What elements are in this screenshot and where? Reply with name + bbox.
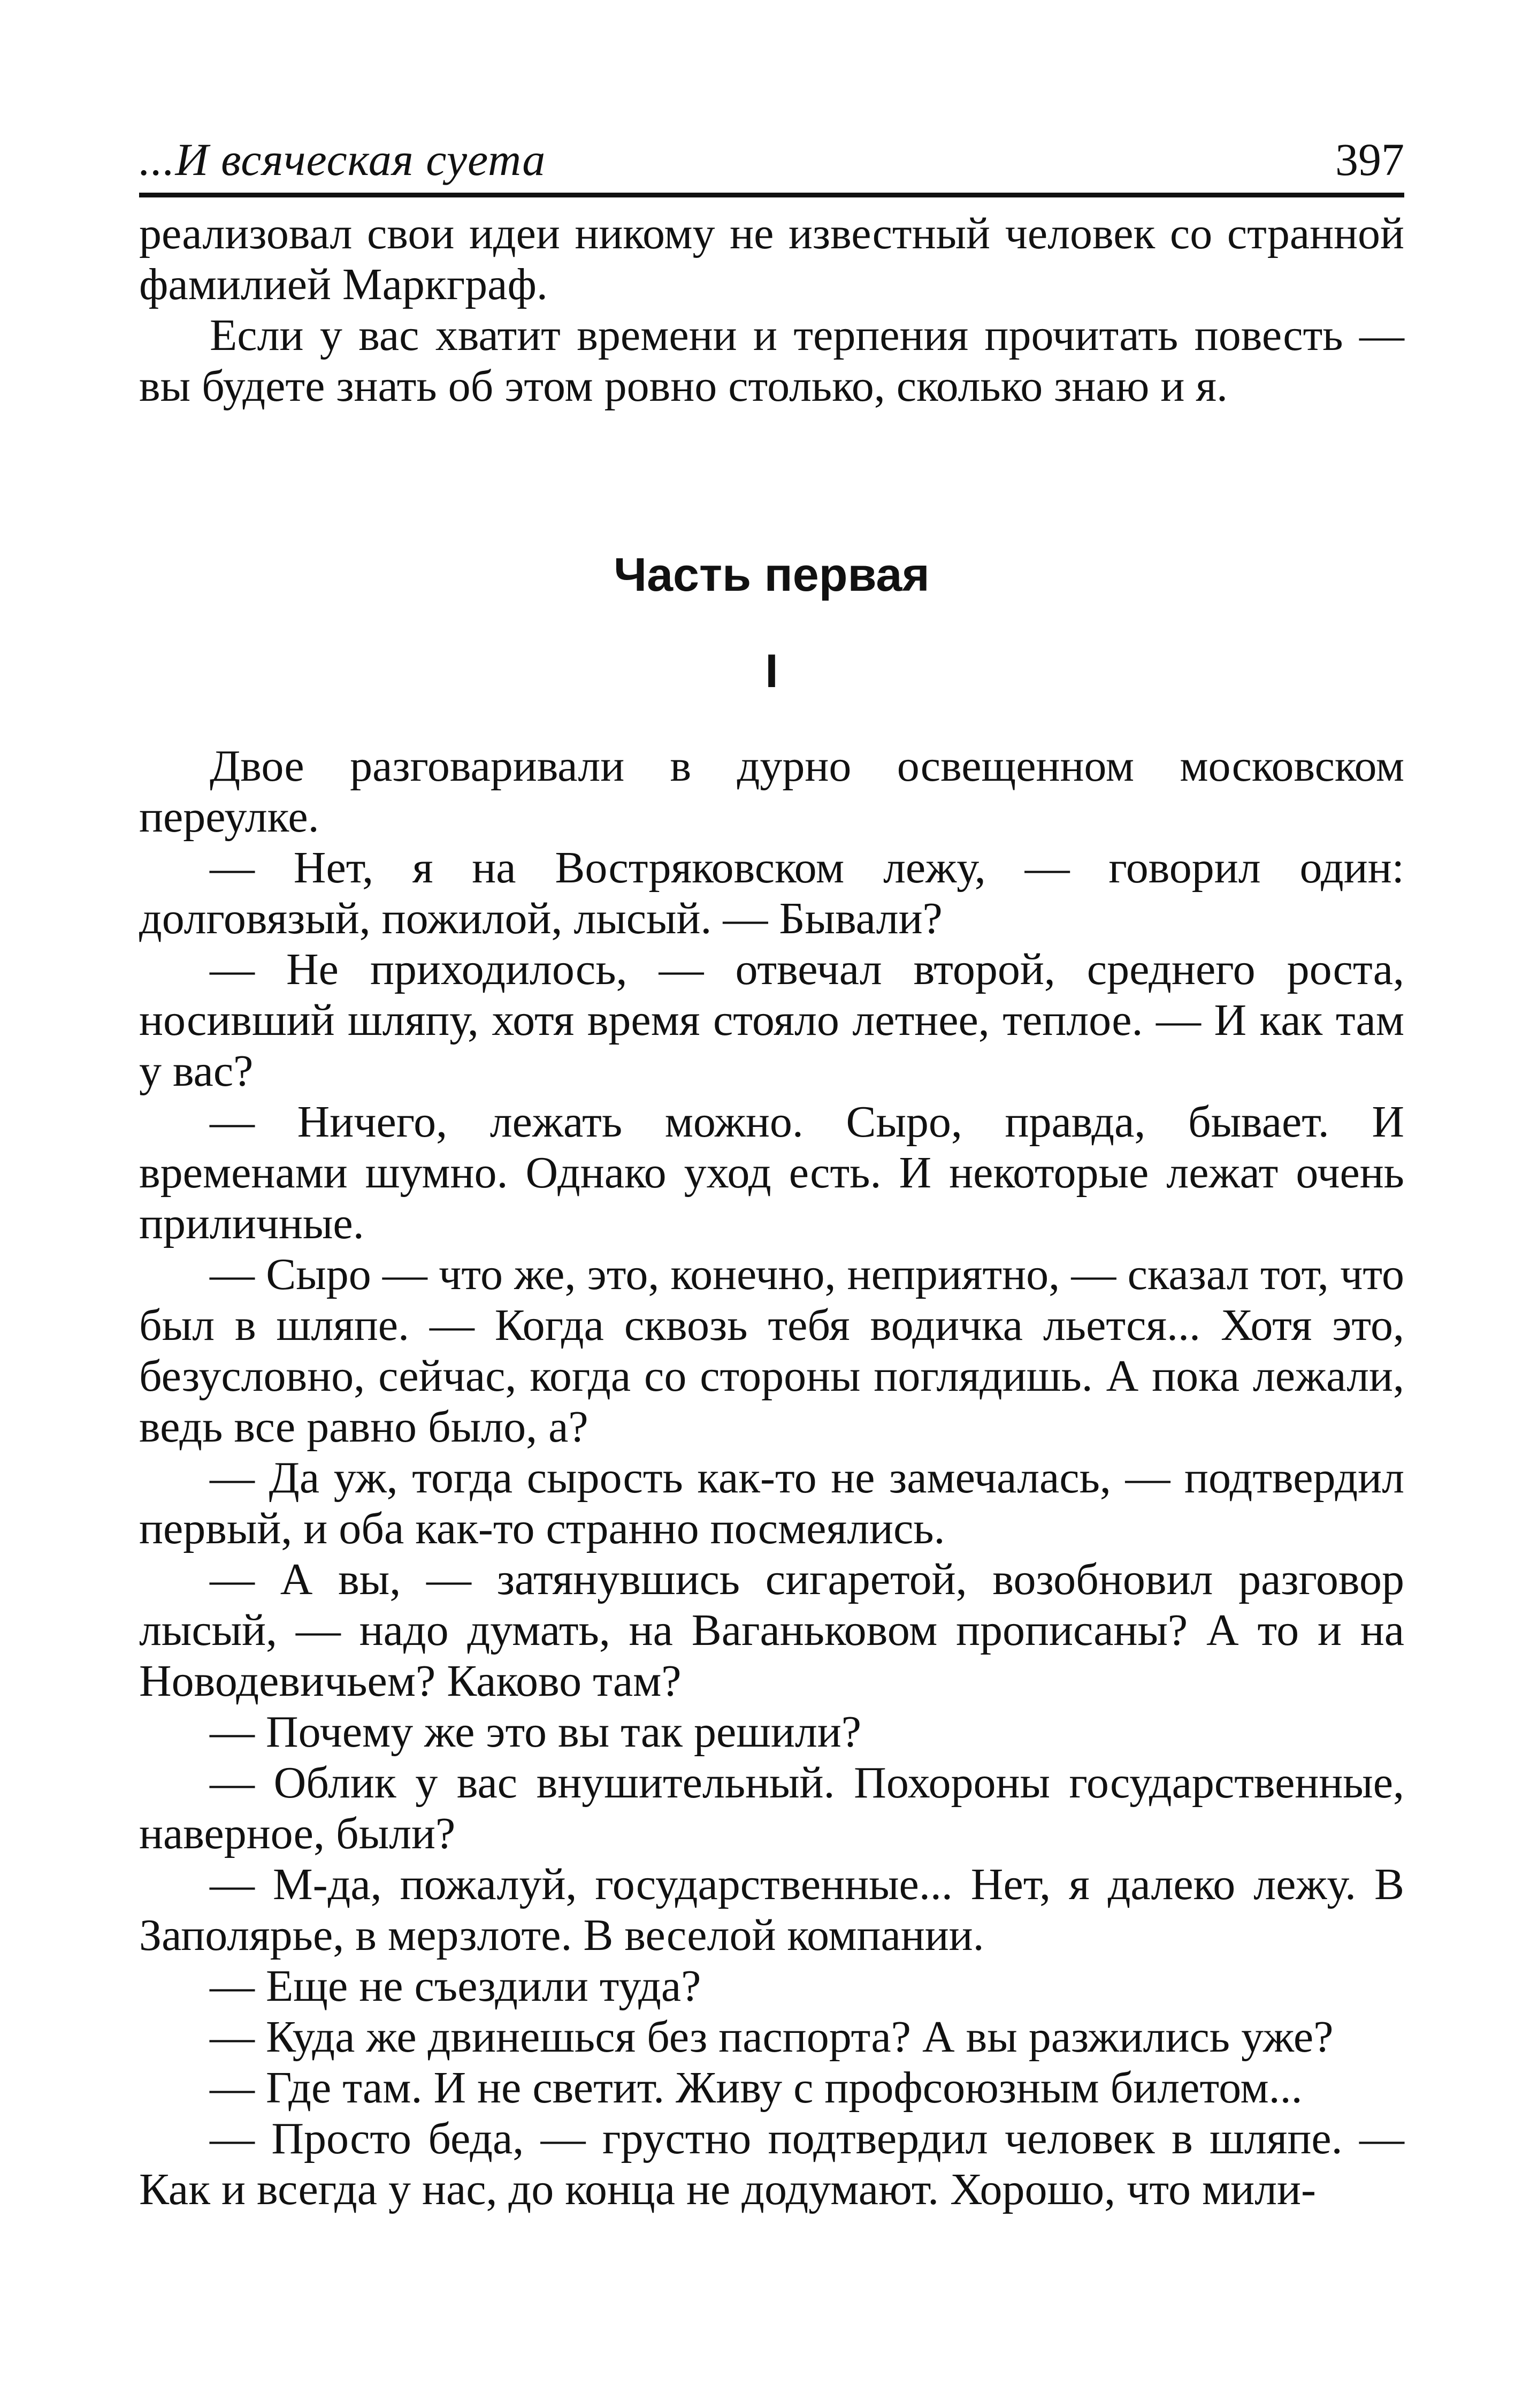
paragraph: реализовал свои идеи никому не известный человек со странной фамилией Маркграф.: [139, 209, 1404, 309]
paragraph: — Облик у вас внушительный. Похороны государственные, наверное, были?: [139, 1758, 1404, 1858]
paragraph: — Почему же это вы так решили?: [210, 1707, 862, 1757]
chapter-number: I: [765, 644, 778, 697]
paragraph: — Нет, я на Востряковском лежу, — говорил один: долговязый, пожилой, лысый. — Бывали?: [139, 843, 1404, 943]
book-page: [139, 112, 1404, 2215]
paragraph: — Где там. И не светит. Живу с профсоюзным билетом...: [210, 2063, 1303, 2113]
paragraph: Если у вас хватит времени и терпения прочитать повесть — вы будете знать об этом ровно столько, сколько знаю и я.: [139, 310, 1404, 411]
page-number: 397: [1335, 134, 1404, 185]
running-header: [139, 112, 1404, 197]
chapter-text: [139, 741, 1404, 2215]
paragraph: — Еще не съездили туда?: [210, 1961, 701, 2011]
paragraph: — Куда же двинешься без паспорта? А вы разжились уже?: [210, 2012, 1334, 2062]
paragraph: — Да уж, тогда сырость как-то не замечалась, — подтвердил первый, и оба как-то странно посмеялись.: [139, 1453, 1404, 1553]
paragraph: — Просто беда, — грустно подтвердил человек в шляпе. — Как и всегда у нас, до конца не додумают. Хорошо, что мили-: [139, 2114, 1404, 2214]
part-title: Часть первая: [614, 548, 930, 601]
paragraph: Двое разговаривали в дурно освещенном московском переулке.: [139, 741, 1404, 842]
paragraph: — М-да, пожалуй, государственные... Нет, я далеко лежу. В Заполярье, в мерзлоте. В веселой компании.: [139, 1860, 1404, 1960]
paragraph: — Ничего, лежать можно. Сыро, правда, бывает. И временами шумно. Однако уход есть. И некоторые лежат очень приличные.: [139, 1097, 1404, 1248]
running-title: ...И всяческая суета: [139, 134, 546, 185]
intro-text: [139, 208, 1404, 412]
paragraph: — Не приходилось, — отвечал второй, среднего роста, носивший шляпу, хотя время стояло летнее, теплое. — И как там у вас?: [139, 944, 1404, 1096]
paragraph: — А вы, — затянувшись сигаретой, возобновил разговор лысый, — надо думать, на Ваганьковом прописаны? А то и на Новодевичьем? Каково там?: [139, 1554, 1404, 1706]
paragraph: — Сыро — что же, это, конечно, неприятно, — сказал тот, что был в шляпе. — Когда сквозь тебя водичка льется... Хотя это, безусловно, сейчас, когда со стороны поглядишь. А пока лежали, ведь все равно было, а?: [139, 1249, 1404, 1452]
